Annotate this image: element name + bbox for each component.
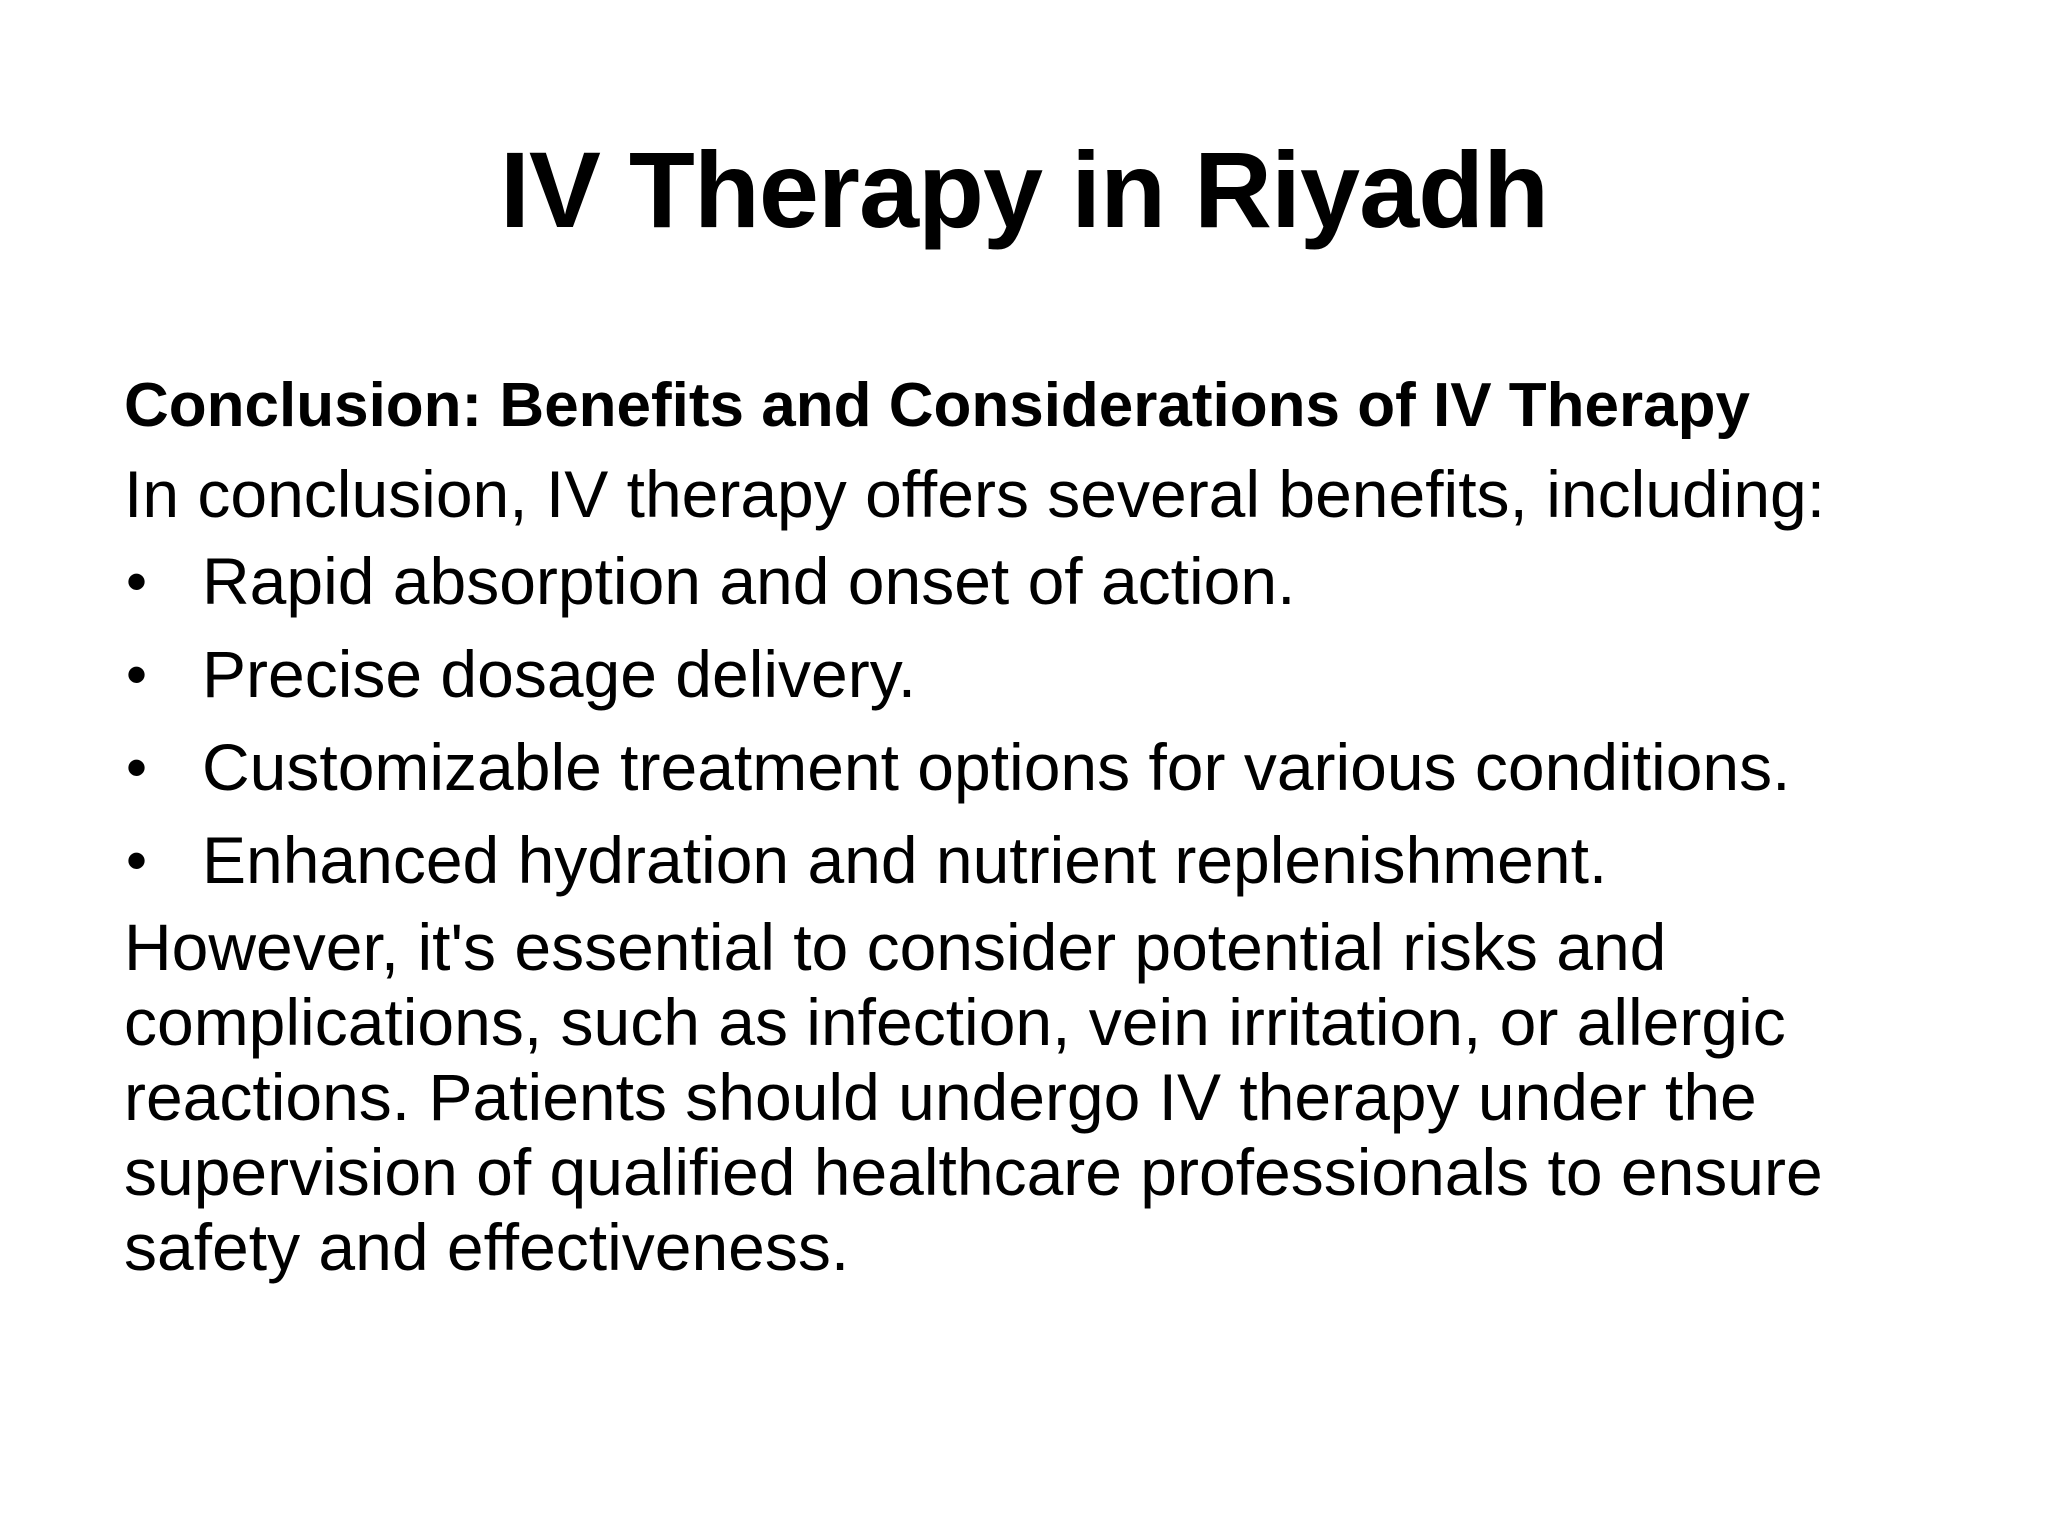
- benefits-list: [124, 544, 1954, 898]
- list-item: [124, 730, 1954, 805]
- list-item-text: Rapid absorption and onset of action.: [202, 544, 1296, 618]
- slide-title: IV Therapy in Riyadh: [499, 129, 1549, 250]
- bullet-icon: •: [126, 548, 148, 615]
- bullet-icon: •: [126, 641, 148, 708]
- section-heading: Conclusion: Benefits and Considerations of IV Therapy: [124, 371, 1750, 440]
- outro-paragraph: However, it's essential to consider potential risks and complications, such as infection, vein irritation, or allergic reactions. Patients should undergo IV therapy under the supervision of qualified healthcare professionals to ensure safety and effectiveness.: [124, 910, 1823, 1284]
- list-item-text: Precise dosage delivery.: [202, 637, 917, 711]
- list-item: [124, 544, 1954, 619]
- bullet-icon: •: [126, 827, 148, 894]
- bullet-icon: •: [126, 734, 148, 801]
- list-item: [124, 823, 1954, 898]
- list-item-text: Customizable treatment options for various conditions.: [202, 730, 1791, 804]
- slide-content: [124, 368, 1954, 1285]
- list-item: [124, 637, 1954, 712]
- list-item-text: Enhanced hydration and nutrient replenishment.: [202, 823, 1608, 897]
- intro-paragraph: [124, 457, 1954, 532]
- intro-text: In conclusion, IV therapy offers several benefits, including:: [124, 457, 1826, 531]
